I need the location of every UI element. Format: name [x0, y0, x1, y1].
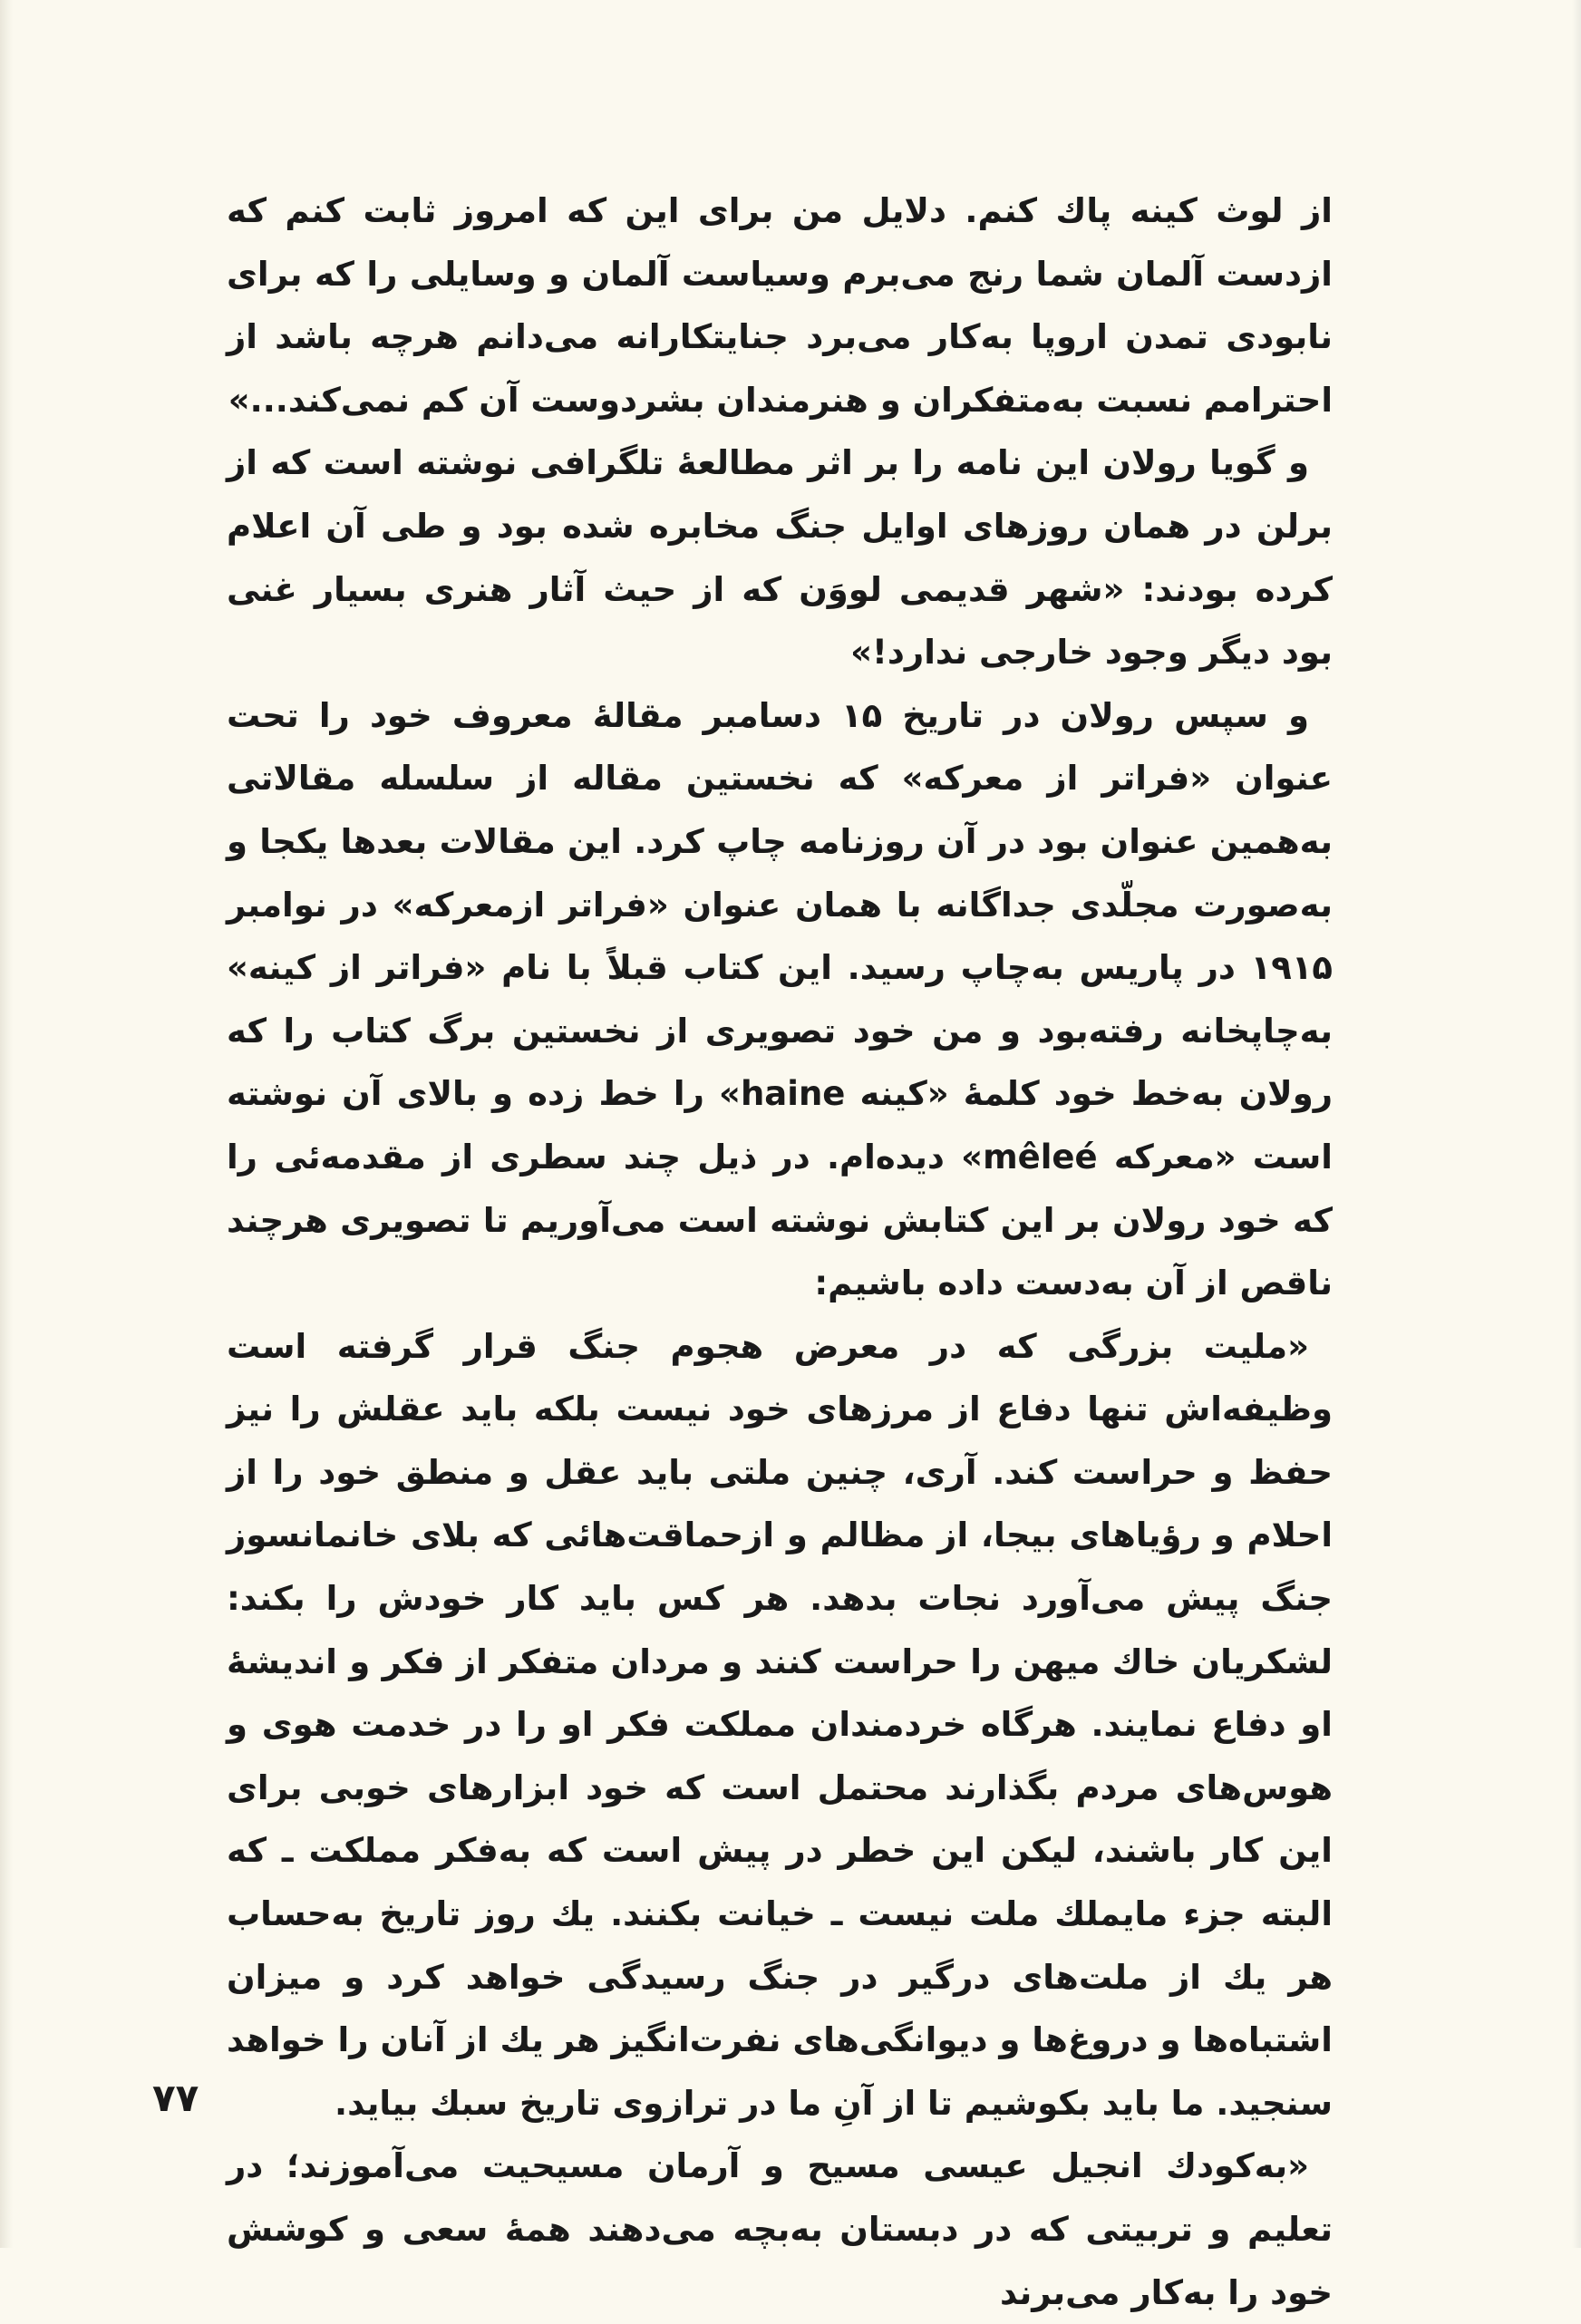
scan-edge-right	[1572, 0, 1581, 2248]
scan-edge-left	[0, 0, 13, 2248]
paragraph-1: از لوث کینه پاك کنم. دلایل من برای این که امروز ثابت کنم که ازدست آلمان شما رنج می‌برم وسیاست آلمان و وسایلی را که برای نابودی تمدن اروپا به‌کار می‌برد جنایتکارانه می‌دانم هرچه باشد از احترامم نسبت به‌متفکران و هنرمندان بشردوست آن کم نمی‌کند...»	[227, 191, 1333, 420]
paragraph-5: «به‌کودك انجیل عیسی مسیح و آرمان مسیحیت می‌آموزند؛ در تعلیم و تربیتی که در دبستان به‌بچه می‌دهند همهٔ سعی و کوشش خود را به‌کار می‌برند	[227, 2146, 1333, 2312]
paragraph-4: «ملیت بزرگی که در معرض هجوم جنگ قرار گرفته است وظیفه‌اش تنها دفاع از مرزهای خود نیست بلکه باید عقلش را نیز حفظ و حراست کند. آری، چنین ملتی باید عقل و منطق خود را از احلام و رؤیاهای بیجا، از مظالم و ازحماقت‌هائی که بلای خانمانسوز جنگ پیش می‌آورد نجات بدهد. هر کس باید کار خودش را بکند: لشکریان خاك میهن را حراست کنند و مردان متفکر از فکر و اندیشهٔ او دفاع نمایند. هرگاه خردمندان مملکت فکر او را در خدمت هوی و هوس‌های مردم بگذارند محتمل است که خود ابزارهای خوبی برای این کار باشند، لیکن این خطر در پیش است که به‌فکر مملکت ـ که البته جزء مایملك ملت نیست ـ خیانت بکنند. یك روز تاریخ به‌حساب هر یك از ملت‌های درگیر در جنگ رسیدگی خواهد کرد و میزان اشتباه‌ها و دروغ‌ها و دیوانگی‌های نفرت‌انگیز هر یك از آنان را خواهد سنجید. ما باید بکوشیم تا از آنِ ما در ترازوی تاریخ سبك بیاید.	[227, 1326, 1333, 2123]
paragraph-2: و گویا رولان این نامه را بر اثر مطالعهٔ تلگرافی نوشته است که از برلن در همان روزهای اوایل جنگ مخابره شده بود و طی آن اعلام کرده بودند: «شهر قدیمی لووَن که از حیث آثار هنری بسیار غنی بود دیگر وجود خارجی ندارد!»	[227, 443, 1333, 673]
page-number: ۷۷	[152, 2076, 199, 2120]
paragraph-3: و سپس رولان در تاریخ ۱۵ دسامبر مقالهٔ معروف خود را تحت عنوان «فراتر از معرکه» که نخستین مقاله از سلسله مقالاتی به‌همین عنوان بود در آن روزنامه چاپ کرد. این مقالات بعدها یکجا و به‌صورت مجلّدی جداگانه با همان عنوان «فراتر ازمعرکه» در نوامبر ۱۹۱۵ در پاریس به‌چاپ رسید. این کتاب قبلاً با نام «فراتر از کینه» به‌چاپخانه رفته‌بود و من خود تصویری از نخستین برگ کتاب را که رولان به‌خط خود کلمهٔ «کینه haine» را خط زده و بالای آن نوشته است «معرکه mêleé» دیده‌ام. در ذیل چند سطری از مقدمه‌ئی را که خود رولان بر این کتابش نوشته است می‌آوریم تا تصویری هرچند ناقص از آن به‌دست داده باشیم:	[227, 695, 1334, 1303]
body-text	[227, 179, 1333, 2324]
